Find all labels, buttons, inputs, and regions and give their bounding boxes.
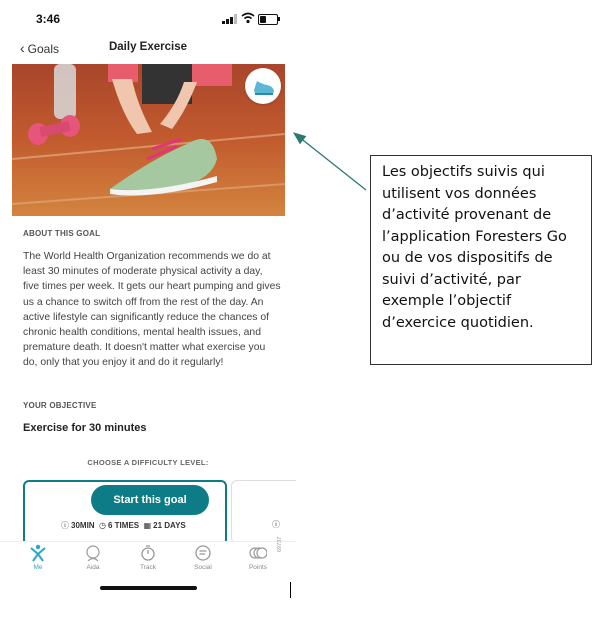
version-code: 69737 (277, 536, 283, 552)
info-icon: ⓘ (272, 520, 280, 529)
tab-track-label: Track (139, 564, 156, 571)
clock-icon: ◷ (99, 521, 106, 530)
tab-me-label: Me (33, 564, 43, 571)
tab-points-label: Points (248, 564, 268, 571)
chevron-left-icon: ‹ (20, 40, 25, 56)
about-text: The World Health Organization recommends we do at least 30 minutes of moderate physical activity a day, five times per week. It gets our heart pumping and gives us a chance to switch off from the rest of the day. An active lifestyle can significantly reduce the chances of chronic health conditions, mental health issues, and premature death. It doesn't matter what exercise you do, only that you enjoy it and do it regularly! (23, 251, 281, 369)
objective-label: YOUR OBJECTIVE (23, 401, 97, 410)
status-time: 3:46 (36, 12, 61, 26)
calendar-icon: ▦ (143, 521, 152, 530)
annotation-callout: Les objectifs suivis qui utilisent vos données d’activité provenant de l’application Foresters Go ou de vos dispositifs de suivi d’activité, par exemple l’objectif d’exercice quotidien. (370, 155, 592, 365)
text-cursor (290, 582, 291, 598)
about-label: ABOUT THIS GOAL (23, 229, 101, 238)
back-label: Goals (27, 42, 60, 56)
goal-duration: 30MIN (71, 521, 95, 530)
goal-frequency: 6 TIMES (108, 521, 140, 530)
info-icon: ⓘ (61, 521, 69, 530)
tab-social-label: Social (194, 564, 212, 571)
page-title: Daily Exercise (108, 41, 187, 53)
start-goal-button[interactable]: Start this goal (91, 485, 209, 515)
goal-days: 21 DAYS (153, 521, 186, 530)
difficulty-label: CHOOSE A DIFFICULTY LEVEL: (87, 458, 209, 467)
tab-aida-label: Aida (86, 564, 100, 571)
objective-value: Exercise for 30 minutes (23, 422, 147, 434)
